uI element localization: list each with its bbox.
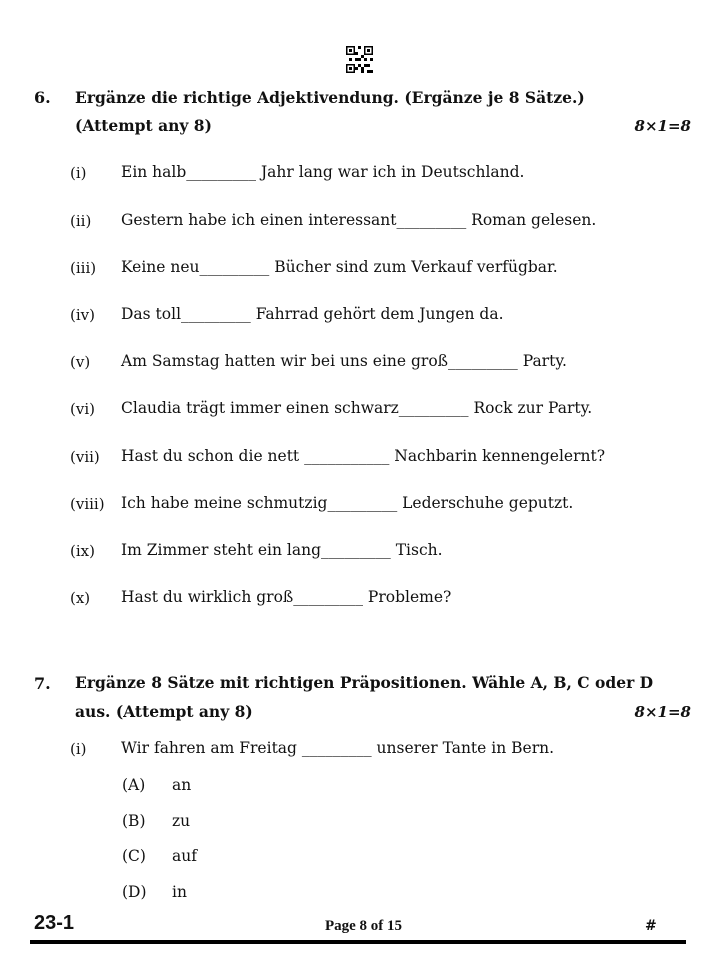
q6-item-text: Ich habe meine schmutzig_________ Lederschuhe geputzt.	[121, 494, 574, 512]
question-7-marks: 8×1=8	[634, 703, 691, 721]
q6-item-text: Claudia trägt immer einen schwarz_________ Rock zur Party.	[121, 399, 593, 417]
page-number: Page 8 of 15	[324, 918, 403, 934]
q6-item-label: (vi)	[70, 400, 95, 418]
option-letter: (D)	[122, 883, 147, 901]
q6-item-text: Im Zimmer steht ein lang_________ Tisch.	[121, 541, 443, 559]
option-letter: (C)	[122, 847, 146, 865]
q7-item-text: Wir fahren am Freitag _________ unserer Tante in Bern.	[121, 739, 555, 757]
q6-item-label: (iii)	[70, 259, 97, 277]
q6-item-text: Gestern habe ich einen interessant_________ Roman gelesen.	[121, 211, 597, 229]
q6-item-label: (i)	[70, 164, 87, 182]
footer-hash: #	[645, 918, 657, 934]
q6-item-label: (v)	[70, 353, 91, 371]
q6-item-text: Ein halb_________ Jahr lang war ich in Deutschland.	[121, 163, 525, 181]
q6-item-label: (x)	[70, 589, 91, 607]
footer-rule	[30, 940, 686, 944]
question-7-attempt-note: aus. (Attempt any 8)	[75, 702, 253, 721]
q6-item-text: Das toll_________ Fahrrad gehört dem Jungen da.	[121, 305, 504, 323]
option-letter: (B)	[122, 812, 146, 830]
question-6-attempt-note: (Attempt any 8)	[75, 116, 212, 135]
qr-code-icon	[346, 46, 373, 73]
question-6-number: 6.	[34, 88, 51, 107]
q6-item-text: Hast du wirklich groß_________ Probleme?	[121, 588, 452, 606]
question-6-instruction: Ergänze die richtige Adjektivendung. (Ergänze je 8 Sätze.)	[75, 88, 585, 107]
option-text: auf	[172, 847, 197, 865]
option-text: in	[172, 883, 187, 901]
q6-item-label: (iv)	[70, 306, 95, 324]
q6-item-text: Hast du schon die nett ___________ Nachbarin kennengelernt?	[121, 447, 606, 465]
question-7-instruction: Ergänze 8 Sätze mit richtigen Präpositionen. Wähle A, B, C oder D	[75, 673, 654, 692]
option-text: an	[172, 776, 192, 794]
option-letter: (A)	[122, 776, 146, 794]
option-text: zu	[172, 812, 191, 830]
q6-item-label: (vii)	[70, 448, 100, 466]
q7-item-label: (i)	[70, 740, 87, 758]
q6-item-label: (ix)	[70, 542, 95, 560]
q6-item-label: (viii)	[70, 495, 105, 513]
q6-item-text: Keine neu_________ Bücher sind zum Verkauf verfügbar.	[121, 258, 558, 276]
q6-item-text: Am Samstag hatten wir bei uns eine groß_________ Party.	[121, 352, 567, 370]
question-6-marks: 8×1=8	[634, 117, 691, 135]
q6-item-label: (ii)	[70, 212, 92, 230]
question-7-number: 7.	[34, 674, 51, 693]
paper-code: 23-1	[34, 912, 75, 934]
